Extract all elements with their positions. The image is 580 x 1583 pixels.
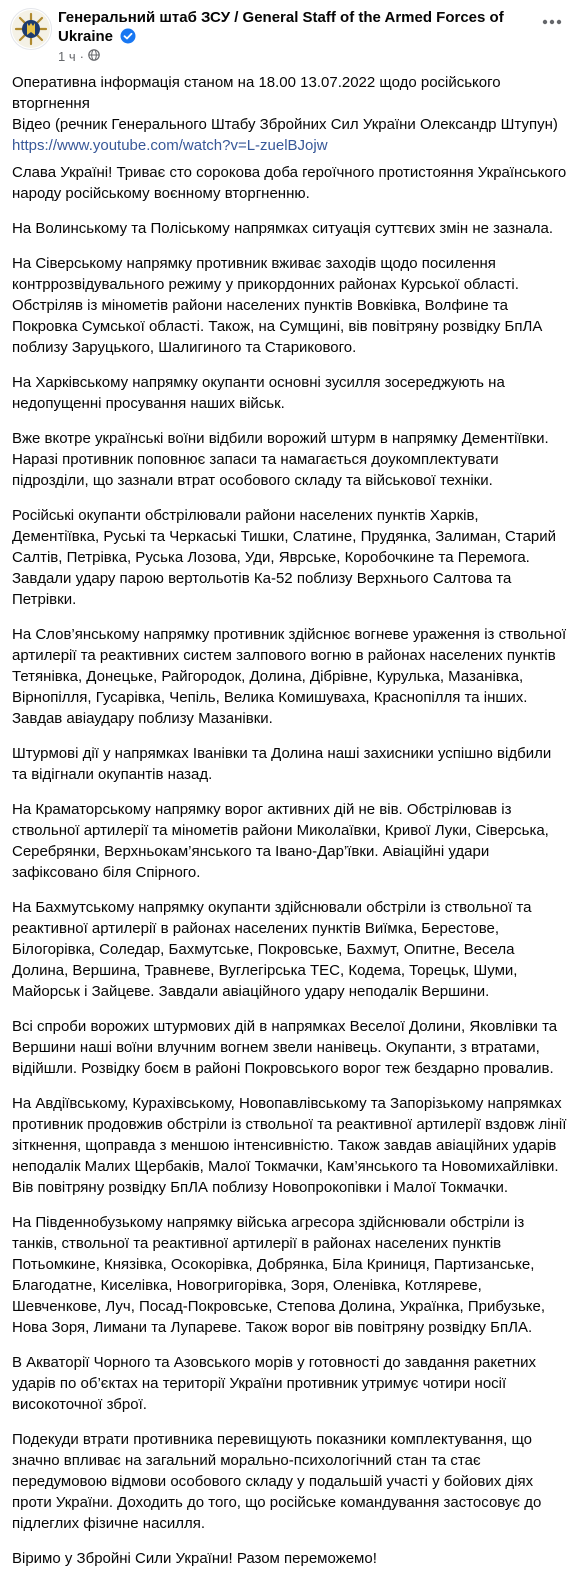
more-options-button[interactable]: [538, 12, 566, 32]
general-staff-emblem-icon: [11, 9, 51, 49]
paragraph: На Краматорському напрямку ворог активних дій не вів. Обстрілював із ствольної артилерії та мінометів райони Миколаївки, Кривої Луки, Сіверська, Серебрянки, Верхньокам’янського та Івано-Дар’ївки. Авіаційні удари зафіксовано біля Спірного.: [12, 801, 549, 881]
paragraph: На Слов’янському напрямку противник здійснює вогневе ураження із ствольної артилерії та реактивних систем залпового вогню в районах населених пунктів Тетянівка, Донецьке, Райгородок, Долина, Дібрівне, Курулька, Мазанівка, Вірнопілля, Гусарівка, Чепіль, Велика Комишуваха, Краснопілля та інших. Завдав авіаудару поблизу Мазанівки.: [12, 626, 567, 727]
paragraph: Штурмові дії у напрямках Іванівки та Долина наші захисники успішно відбили та відігнали окупантів назад.: [12, 745, 552, 783]
paragraph: На Бахмутському напрямку окупанти здійснювали обстріли із ствольної та реактивної артилерії в районах населених пунктів Виїмка, Берестове, Білогорівка, Соледар, Бахмутське, Покровське, Бахмут, Опитне, Весела Долина, Вершина, Травневе, Вуглегірська ТЕС, Кодема, Торецьк, Шуми, Майорськ і Зайцеве. Завдали авіаційного удару неподалік Вершини.: [12, 899, 532, 1000]
paragraph: Вже вкотре українські воїни відбили ворожий штурм в напрямку Дементіївки. Наразі противник поповнює запаси та намагається доукомплектувати підрозділи, що зазнали втрат особового складу та військової техніки.: [12, 430, 549, 489]
page-avatar[interactable]: [10, 8, 52, 50]
paragraph: На Сіверському напрямку противник вживає заходів щодо посилення контррозвідувального режиму у прикордонних районах Курської області. Обстріляв із мінометів райони населених пунктів Вовківка, Волфине та Покровка Сумської області. Також, на Сумщині, вів повітряну розвідку БпЛА поблизу Заруцького, Шалигиного та Старикового.: [12, 255, 543, 356]
more-options-icon: [542, 19, 562, 25]
paragraph: Всі спроби ворожих штурмових дій в напрямках Веселої Долини, Яковлівки та Вершини наші воїни влучним вогнем звели нанівець. Окупанти, з втратами, відійшли. Розвідку боєм в районі Покровського ворог теж бездарно провалив.: [12, 1018, 558, 1077]
paragraph: Російські окупанти обстрілювали райони населених пунктів Харків, Дементіївка, Руські та Черкаські Тишки, Слатине, Прудянка, Залиман, Старий Салтів, Петрівка, Руська Лозова, Уди, Яврське, Коробочкине та Перемога. Завдали удару парою вертольотів Ка-52 поблизу Верхнього Салтова та Петрівки.: [12, 507, 557, 608]
verified-badge-icon: [120, 28, 136, 49]
post-intro: [12, 72, 568, 156]
globe-icon[interactable]: [88, 49, 100, 65]
paragraph: Слава Україні! Триває сто сорокова доба героїчного протистояння Українського народу російському воєнному вторгненню.: [12, 164, 567, 202]
youtube-link[interactable]: https://www.youtube.com/watch?v=L-zuelBJojw: [12, 137, 328, 154]
post-timestamp[interactable]: 1 ч: [58, 49, 76, 64]
post-body: [12, 72, 568, 1583]
author-name[interactable]: Генеральний штаб ЗСУ / General Staff of the Armed Forces of Ukraine: [58, 9, 504, 45]
post-meta: [58, 49, 100, 65]
paragraph: На Південнобузькому напрямку війська агресора здійснювали обстріли із танків, ствольної та реактивної артилерії в районах населених пунктів Потьомкине, Князівка, Осокорівка, Добрянка, Біла Криниця, Партизанське, Благодатне, Киселівка, Новогригорівка, Зоря, Оленівка, Котляреве, Шевченкове, Луч, Посад-Покровське, Степова Долина, Українка, Прибузьке, Нова Зоря, Лимани та Лупареве. Також ворог вів повітряну розвідку БпЛА.: [12, 1214, 546, 1336]
meta-separator: ·: [79, 49, 84, 64]
paragraph: На Авдіївському, Курахівському, Новопавлівському та Запорізькому напрямках противник продовжив обстріли із ствольної та реактивної артилерії вздовж лінії зіткнення, щоправда з меншою інтенсивністю. Також завдав авіаційних ударів неподалік Малих Щербаків, Малої Токмачки, Кам’янського та Новомихайлівки. Вів повітряну розвідку БпЛА поблизу Новопрокопівки і Малої Токмачки.: [12, 1095, 567, 1196]
intro-line-1: Оперативна інформація станом на 18.00 13.07.2022 щодо російського вторгнення: [12, 74, 501, 112]
paragraph: На Харківському напрямку окупанти основні зусилля зосереджують на недопущенні просування наших військ.: [12, 374, 505, 412]
post-author[interactable]: [58, 8, 508, 49]
paragraph: В Акваторії Чорного та Азовського морів у готовності до завдання ракетних ударів по об’єктах на території України противник утримує чотири носії високоточної зброї.: [12, 1354, 536, 1413]
paragraph: На Волинському та Поліському напрямках ситуація суттєвих змін не зазнала.: [12, 220, 553, 237]
post-header: [0, 0, 580, 72]
paragraph: Подекуди втрати противника перевищують показники комплектування, що значно впливає на загальний морально-психологічний стан та стає передумовою відмови особового складу у подальшій участі у бойових діях проти України. Доходить до того, що російське командування застосовує до підлеглих фізичне насилля.: [12, 1431, 542, 1532]
intro-line-2: Відео (речник Генерального Штабу Збройних Сил України Олександр Штупун): [12, 116, 558, 133]
paragraph: Віримо у Збройні Сили України! Разом переможемо!: [12, 1550, 377, 1567]
